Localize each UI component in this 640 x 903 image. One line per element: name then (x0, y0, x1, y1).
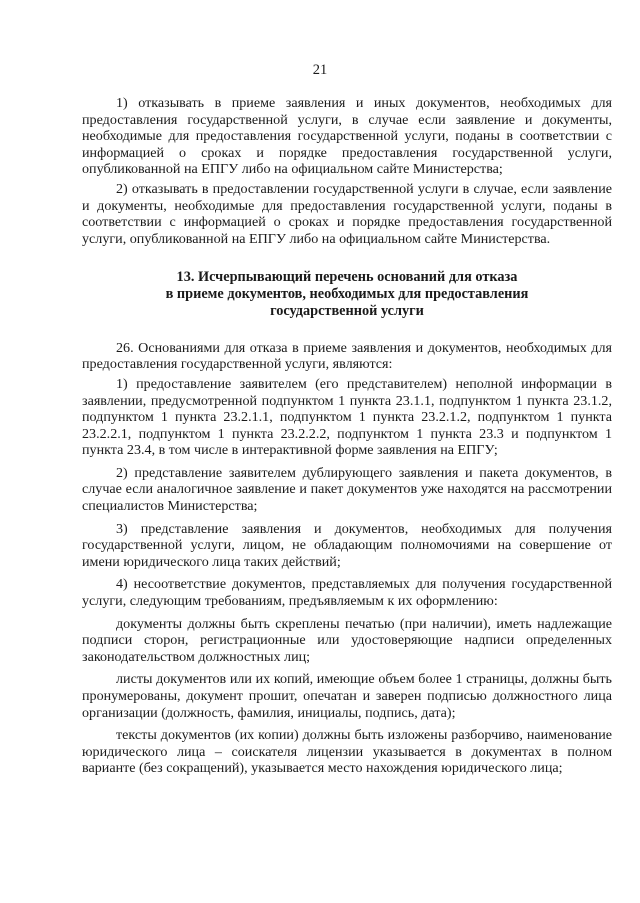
paragraph-requirement-text: тексты документов (их копии) должны быть изложены разборчиво, наименование юридического лица – соискателя лицензии указывается в документах в полном варианте (без сокращений), указывается место нахождения юридического лица; (82, 727, 612, 777)
paragraph-ground-1: 1) предоставление заявителем (его представителем) неполной информации в заявлении, предусмотренной подпунктом 1 пункта 23.1.1, подпунктом 1 пункта 23.1.2, подпунктом 1 пункта 23.2.1.1, подпунктом 1 пункта 23.2.1.2, подпунктом 1 пункта 23.2.2.1, подпунктом 1 пункта 23.2.2.2, подпунктом 1 пункта 23.3 и подпунктом 1 пункта 23.4, в том числе в интерактивной форме заявления на ЕПГУ; (82, 375, 612, 459)
paragraph-item-26: 26. Основаниями для отказа в приеме заявления и документов, необходимых для предоставления государственной услуги, являются: (82, 339, 612, 373)
paragraph-refuse-acceptance: 1) отказывать в приеме заявления и иных документов, необходимых для предоставления государственной услуги, в случае если заявление и документы, необходимые для предоставления государственной услуги, поданы в соответствии с информацией о сроках и порядке предоставления государственной услуги, опубликованной на ЕПГУ либо на официальном сайте Министерства; (82, 95, 612, 178)
section-heading-line-3: государственной услуги (270, 302, 424, 319)
paragraph-requirement-seal: документы должны быть скреплены печатью (при наличии), иметь надлежащие подписи сторон, регистрационные или удостоверяющие надписи определенных законодательством должностных лиц; (82, 615, 612, 665)
section-heading (82, 269, 612, 319)
paragraph-refuse-provision: 2) отказывать в предоставлении государственной услуги в случае, если заявление и документы, необходимые для предоставления государственной услуги, поданы в соответствии с информацией о сроках и порядке предоставления государственной услуги, опубликованной на ЕПГУ либо на официальном сайте Министерства. (82, 180, 612, 247)
section-heading-line-1: 13. Исчерпывающий перечень оснований для отказа (176, 269, 518, 286)
document-body (82, 95, 612, 777)
paragraph-ground-3: 3) представление заявления и документов, необходимых для получения государственной услуги, лицом, не обладающим полномочиями на совершение от имени юридического лица таких действий; (82, 520, 612, 570)
page-number: 21 (312, 62, 328, 78)
paragraph-ground-2: 2) представление заявителем дублирующего заявления и пакета документов, в случае если аналогичное заявление и пакет документов уже находятся на рассмотрении специалистов Министерства; (82, 464, 612, 515)
paragraph-ground-4: 4) несоответствие документов, представляемых для получения государственной услуги, следующим требованиям, предъявляемым к их оформлению: (82, 576, 612, 610)
paragraph-requirement-pages: листы документов или их копий, имеющие объем более 1 страницы, должны быть пронумерованы, документ прошит, опечатан и заверен подписью должностного лица организации (должность, фамилия, инициалы, подпись, дата); (82, 671, 612, 721)
section-heading-line-2: в приеме документов, необходимых для предоставления (165, 286, 529, 303)
